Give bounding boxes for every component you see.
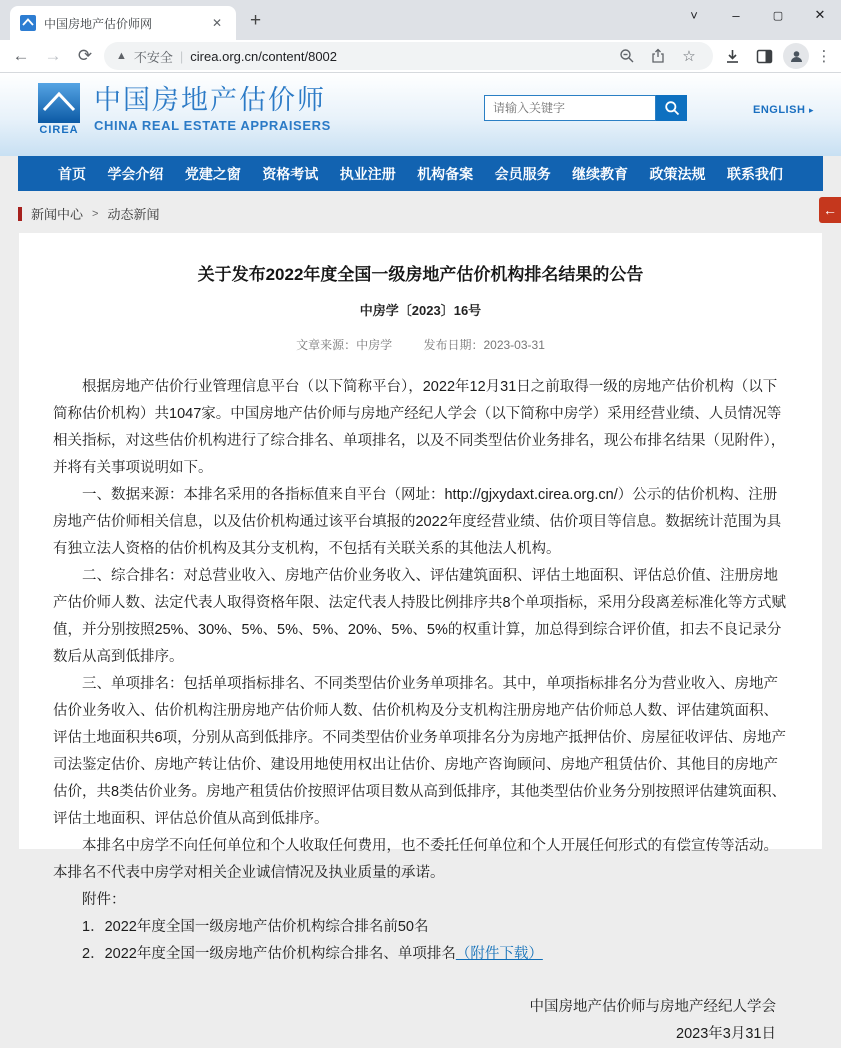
minimize-button[interactable]: – xyxy=(732,7,740,23)
browser-menu-icon[interactable]: ⋮ xyxy=(816,48,832,65)
maximize-button[interactable]: ▢ xyxy=(772,9,784,22)
english-link[interactable] xyxy=(753,104,814,116)
site-header xyxy=(0,73,841,156)
search-button[interactable] xyxy=(656,95,687,121)
browser-toolbar xyxy=(0,40,841,73)
logo-house-icon xyxy=(36,83,82,136)
nav-item-filing[interactable]: 机构备案 xyxy=(417,165,474,182)
tab-title: 中国房地产估价师网 xyxy=(44,16,153,31)
breadcrumb-separator: > xyxy=(92,207,99,220)
url-separator: | xyxy=(179,48,184,64)
profile-avatar[interactable] xyxy=(783,43,809,69)
forward-icon[interactable]: → xyxy=(44,46,62,65)
reload-icon[interactable]: ⟳ xyxy=(77,46,93,65)
nav-item-about[interactable]: 学会介绍 xyxy=(107,165,164,182)
url-bar[interactable] xyxy=(104,42,713,70)
article-publish-date: 发布日期：2023-03-31 xyxy=(423,338,545,352)
english-arrow-icon: ▸ xyxy=(808,105,814,115)
paragraph-data-source: 一、数据来源：本排名采用的各指标值来自平台（网址：http://gjxydaxt.cirea.org.cn/）公示的估价机构、注册房地产估价师相关信息，以及估价机构通过该平台填报的2022年度经营业绩、估价项目等信息。数据统计范围为具有独立法人资格的估价机构及其分支机构，不包括有关联关系的其他法人机构。 xyxy=(53,487,782,557)
new-tab-button[interactable]: + xyxy=(250,10,262,31)
breadcrumb-accent-bar xyxy=(18,207,22,221)
nav-item-home[interactable]: 首页 xyxy=(58,165,86,182)
window-controls xyxy=(673,0,841,30)
signature-date: 2023年3月31日 xyxy=(676,1026,776,1042)
main-nav xyxy=(18,156,823,191)
attachment-item-2 xyxy=(53,941,788,968)
browser-tab-strip xyxy=(0,0,841,40)
attachment-item-1: 1．2022年度全国一级房地产估价机构综合排名前50名 xyxy=(82,919,429,935)
tab-close-icon[interactable]: ✕ xyxy=(211,16,222,30)
paragraph-disclaimer: 本排名中房学不向任何单位和个人收取任何费用，也不委托任何单位和个人开展任何形式的有偿宣传等活动。本排名不代表中房学对相关企业诚信情况及执业质量的承诺。 xyxy=(53,838,778,881)
nav-item-education[interactable]: 继续教育 xyxy=(572,165,629,182)
signature-organization: 中国房地产估价师与房地产经纪人学会 xyxy=(529,999,776,1015)
article-source: 文章来源：中房学 xyxy=(296,338,393,352)
site-search xyxy=(484,95,687,121)
article-meta xyxy=(53,336,788,353)
back-arrow-icon: ← xyxy=(823,202,837,218)
article-body xyxy=(53,374,788,968)
article-card xyxy=(19,233,822,1042)
tab-search-chevron-icon[interactable]: ˅ xyxy=(690,7,698,23)
search-input[interactable] xyxy=(484,95,656,121)
back-icon[interactable]: ← xyxy=(12,46,30,65)
search-icon xyxy=(664,100,680,116)
browser-tab[interactable] xyxy=(10,6,236,40)
paragraph-single-ranking: 三、单项排名：包括单项指标排名、不同类型估价业务单项排名。其中，单项指标排名分为营业收入、房地产估价业务收入、估价机构注册房地产估价师人数、估价机构及分支机构注册房地产估价师总人数、评估建筑面积、评估土地面积共6项，分别从高到低排序。不同类型估价业务单项排名分为房地产抵押估价、房屋征收评估、房地产司法鉴定估价、房地产转让估价、建设用地使用权出让估价、房地产咨询顾问、房地产租赁估价、其他目的房地产估价，共8类估价业务。房地产租赁估价按照评估项目数从高到低排序，其他类型估价业务分别按照评估建筑面积、评估土地面积、评估总价值从高到低排序。 xyxy=(53,676,787,827)
paragraph-intro: 根据房地产估价行业管理信息平台（以下简称平台），2022年12月31日之前取得一级的房地产估价机构（以下简称估价机构）共1047家。中国房地产估价师与房地产经纪人学会（以下简称中房学）采用经营业绩、人员情况等相关指标，对这些估价机构进行了综合排名、单项排名，以及不同类型估价业务排名，现公布排名结果（见附件），并将有关事项说明如下。 xyxy=(53,379,786,476)
security-label[interactable]: 不安全 xyxy=(133,49,173,65)
logo-acronym: CIREA xyxy=(39,124,79,136)
site-favicon-icon xyxy=(20,15,36,31)
site-name-en: CHINA REAL ESTATE APPRAISERS xyxy=(94,118,331,133)
url-text[interactable]: cirea.org.cn/content/8002 xyxy=(190,48,338,64)
article-doc-number: 中房学〔2023〕16号 xyxy=(359,303,482,318)
nav-item-party[interactable]: 党建之窗 xyxy=(184,165,241,182)
nav-item-exam[interactable]: 资格考试 xyxy=(262,165,319,182)
attachment-heading: 附件： xyxy=(82,892,126,908)
site-logo[interactable] xyxy=(36,83,331,136)
paragraph-overall-ranking: 二、综合排名：对总营业收入、房地产估价业务收入、评估建筑面积、评估土地面积、评估总价值、注册房地产估价师人数、法定代表人取得资格年限、法定代表人持股比例排序共8个单项指标，采用分段离差标准化等方式赋值，并分别按照25%、30%、5%、5%、5%、20%、5%、5%的权重计算，加总得到综合评价值，扣去不良记录分数后从高到低排序。 xyxy=(53,568,787,665)
site-name-cn: 中国房地产估价师 xyxy=(94,85,326,115)
security-warning-icon: ▲ xyxy=(116,50,127,62)
collapse-back-button[interactable] xyxy=(819,197,841,223)
zoom-out-icon[interactable] xyxy=(615,44,639,68)
article-title: 关于发布2022年度全国一级房地产估价机构排名结果的公告 xyxy=(197,265,644,284)
breadcrumb-strip xyxy=(0,191,841,233)
share-icon[interactable] xyxy=(646,44,670,68)
breadcrumb-current[interactable]: 动态新闻 xyxy=(107,207,160,222)
attachment-download-link[interactable]: （附件下载） xyxy=(455,946,543,962)
close-window-button[interactable]: ✕ xyxy=(814,7,826,22)
side-panel-icon[interactable] xyxy=(751,43,777,69)
nav-item-contact[interactable]: 联系我们 xyxy=(726,165,783,182)
page-background xyxy=(0,233,841,1042)
english-link-label: ENGLISH xyxy=(753,104,806,116)
nav-item-policy[interactable]: 政策法规 xyxy=(649,165,706,182)
bookmark-star-icon[interactable]: ☆ xyxy=(682,48,696,65)
nav-item-member[interactable]: 会员服务 xyxy=(494,165,551,182)
download-icon[interactable] xyxy=(719,43,745,69)
attachment-item-2-label: 2．2022年度全国一级房地产估价机构综合排名、单项排名 xyxy=(82,946,456,962)
breadcrumb xyxy=(18,191,823,223)
nav-item-registration[interactable]: 执业注册 xyxy=(339,165,396,182)
breadcrumb-section[interactable]: 新闻中心 xyxy=(31,207,84,222)
article-signature xyxy=(53,994,788,1048)
